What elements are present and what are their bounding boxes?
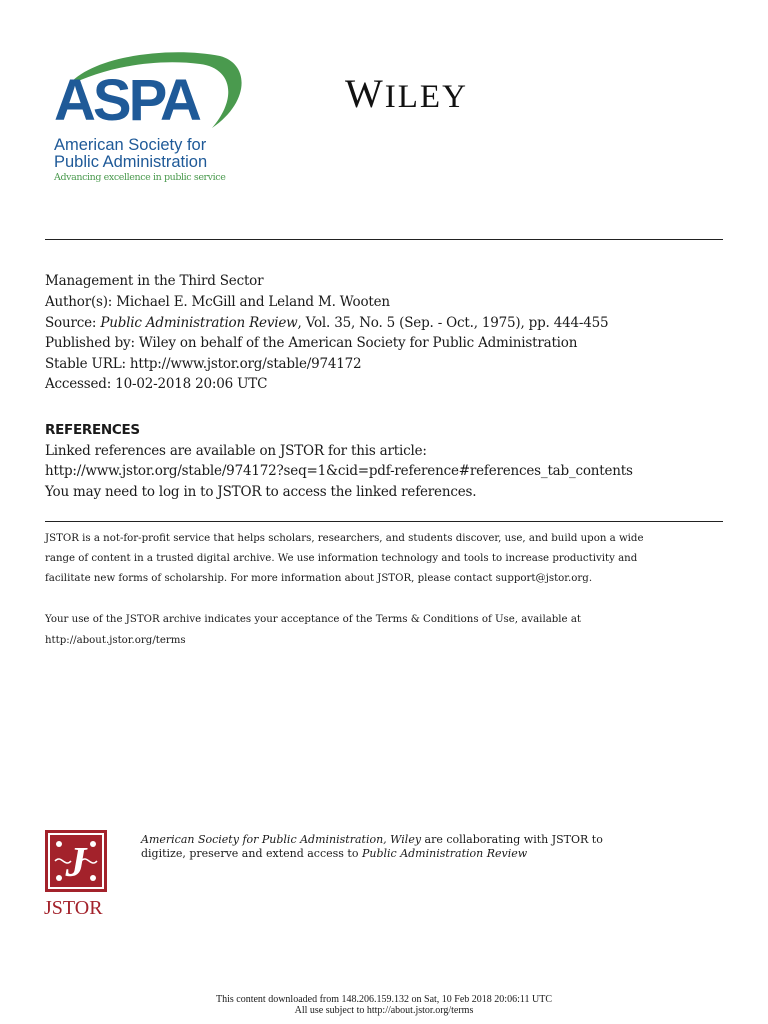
references-login-note: You may need to log in to JSTOR to access the linked references. <box>45 484 477 500</box>
jstor-emblem-icon <box>45 830 107 892</box>
footer-download-info: This content downloaded from 148.206.159.132 on Sat, 10 Feb 2018 20:06:11 UTC <box>216 994 552 1005</box>
authors-value: Michael E. McGill and Leland M. Wooten <box>116 294 390 310</box>
wiley-logo-initial: W <box>345 71 385 116</box>
source-label: Source: <box>45 315 97 331</box>
collaboration-journal: Public Administration Review <box>361 847 528 860</box>
references-line1: Linked references are available on JSTOR for this article: <box>45 443 427 459</box>
terms-link[interactable]: http://about.jstor.org/terms <box>45 635 186 646</box>
references-heading: REFERENCES <box>45 422 140 438</box>
notice-line2: range of content in a trusted digital archive. We use information technology and tools to increase productivity and <box>45 553 638 564</box>
collaboration-line1 <box>141 833 603 846</box>
collaboration-text1: are collaborating with JSTOR to <box>421 833 603 846</box>
aspa-organization-name <box>54 137 254 171</box>
authors-label: Author(s): <box>45 294 113 310</box>
aspa-logo <box>50 50 250 190</box>
svg-text:J: J <box>65 840 87 886</box>
aspa-wordmark: ASPA <box>54 68 199 133</box>
article-publisher: Published by: Wiley on behalf of the American Society for Public Administration <box>45 335 578 351</box>
notice-line1: JSTOR is a not-for-profit service that helps scholars, researchers, and students discover, use, and build upon a wide <box>45 533 644 544</box>
footer-terms: All use subject to http://about.jstor.org/terms <box>294 1005 474 1016</box>
wiley-logo <box>345 70 468 117</box>
notice-line3: facilitate new forms of scholarship. For more information about JSTOR, please contact support@jstor.org. <box>45 573 593 584</box>
article-authors <box>45 294 390 310</box>
wiley-logo-rest: ILEY <box>384 79 468 115</box>
jstor-wordmark: JSTOR <box>44 897 103 919</box>
source-details: , Vol. 35, No. 5 (Sep. - Oct., 1975), pp. 444-455 <box>297 315 609 331</box>
article-source <box>45 315 608 331</box>
article-accessed: Accessed: 10-02-2018 20:06 UTC <box>45 376 268 392</box>
top-divider <box>45 239 723 240</box>
aspa-tagline: Advancing excellence in public service <box>54 172 226 183</box>
article-title: Management in the Third Sector <box>45 273 264 289</box>
collaboration-text2: digitize, preserve and extend access to <box>141 847 362 860</box>
aspa-name-line1: American Society for <box>54 136 207 154</box>
collaboration-line2 <box>141 847 527 860</box>
article-stable-url[interactable]: Stable URL: http://www.jstor.org/stable/974172 <box>45 356 362 372</box>
source-journal: Public Administration Review <box>100 315 298 331</box>
middle-divider <box>45 521 723 522</box>
references-link[interactable]: http://www.jstor.org/stable/974172?seq=1&cid=pdf-reference#references_tab_contents <box>45 463 633 479</box>
collaboration-publishers: American Society for Public Administration, Wiley <box>141 833 422 846</box>
terms-line1: Your use of the JSTOR archive indicates your acceptance of the Terms & Conditions of Use, available at <box>45 614 581 625</box>
jstor-logo <box>44 828 110 923</box>
aspa-name-line2: Public Administration <box>54 153 208 171</box>
